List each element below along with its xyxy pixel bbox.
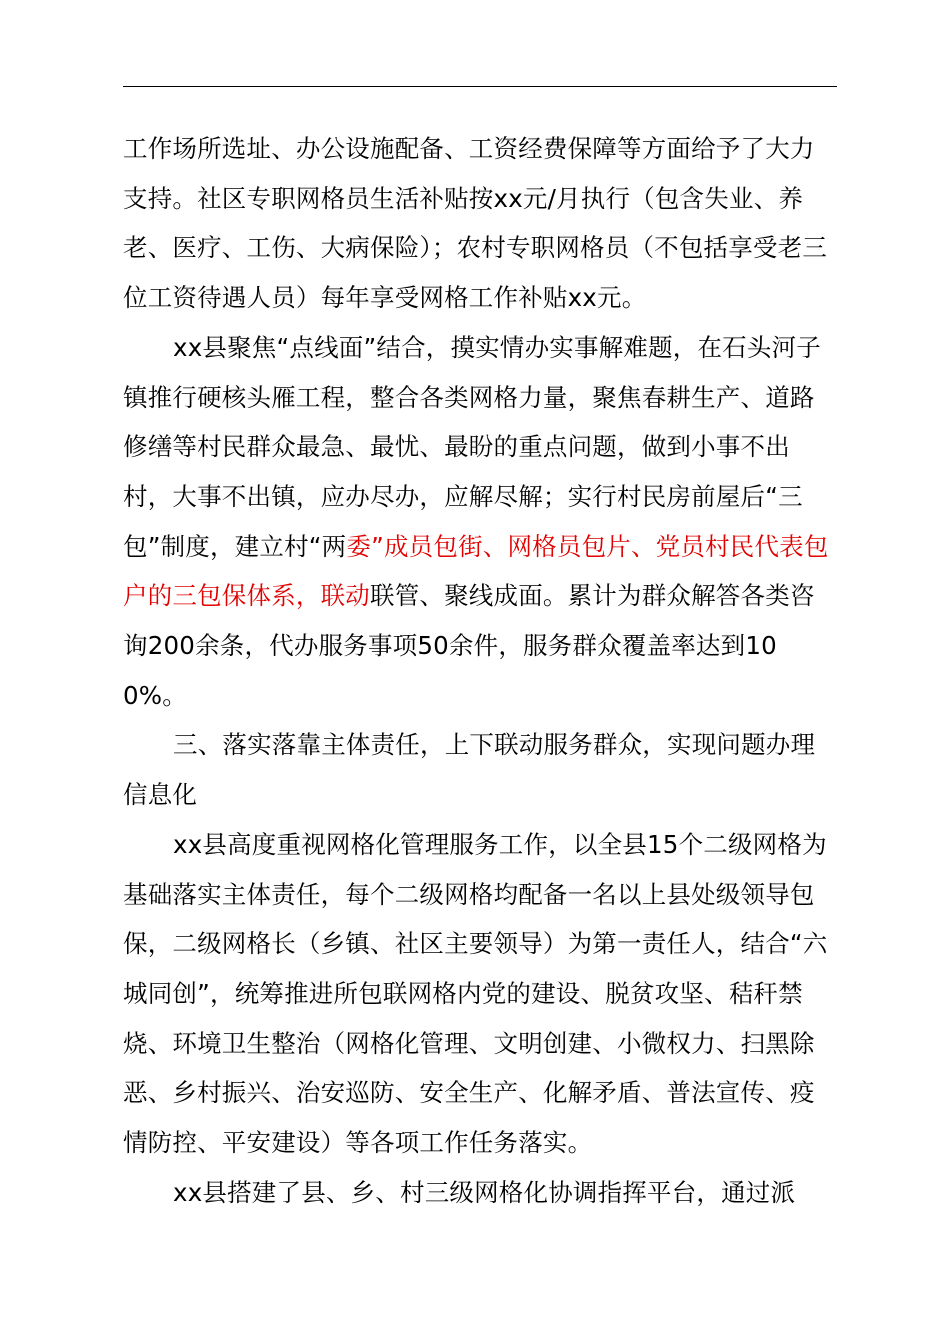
paragraph-platform: xx县搭建了县、乡、村三级网格化协调指挥平台，通过派 xyxy=(173,1177,796,1207)
paragraph-responsibility: xx县高度重视网格化管理服务工作，以全县15个二级网格为基础落实主体责任，每个二级网格均配备一名以上县处级领导包保，二级网格长（乡镇、社区主要领导）为第一责任人，结合“六城同创”，统筹推进所包联网格内党的建设、脱贫攻坚、秸秆禁烧、环境卫生整治（网格化管理、文明创建、小微权力、扫黑除恶、乡村振兴、治安巡防、安全生产、化解矛盾、普法宣传、疫情防控、平安建设）等各项工作任务落实。 xyxy=(123,829,828,1158)
paragraph-text-after: 联管、聚线成面。累计为群众解答各类咨询200余条，代办服务事项50余件，服务群众覆盖率达到100%。 xyxy=(123,581,815,710)
paragraph-support: 工作场所选址、办公设施配备、工资经费保障等方面给予了大力支持。社区专职网格员生活补贴按xx元/月执行（包含失业、养老、医疗、工伤、大病保险）；农村专职网格员（不包括享受老三位工资待遇人员）每年享受网格工作补贴xx元。 xyxy=(123,134,828,313)
paragraph-point-line-surface xyxy=(123,323,837,721)
document-body xyxy=(123,124,837,1217)
paragraph-text-before: xx县聚焦“点线面”结合，摸实情办实事解难题，在石头河子镇推行硬核头雁工程，整合各类网格力量，聚焦春耕生产、道路修缮等村民群众最急、最忧、最盼的重点问题，做到小事不出村，大事不出镇，应办尽办，应解尽解；实行村民房前屋后“三包”制度，建立村“两 xyxy=(123,332,821,561)
header-rule xyxy=(123,86,837,87)
highlighted-text: 委”成员包街、网格员包片、党员村民代表包户的三包保体系，联动 xyxy=(123,531,829,611)
section-heading-3: 三、落实落靠主体责任，上下联动服务群众，实现问题办理信息化 xyxy=(123,730,816,810)
